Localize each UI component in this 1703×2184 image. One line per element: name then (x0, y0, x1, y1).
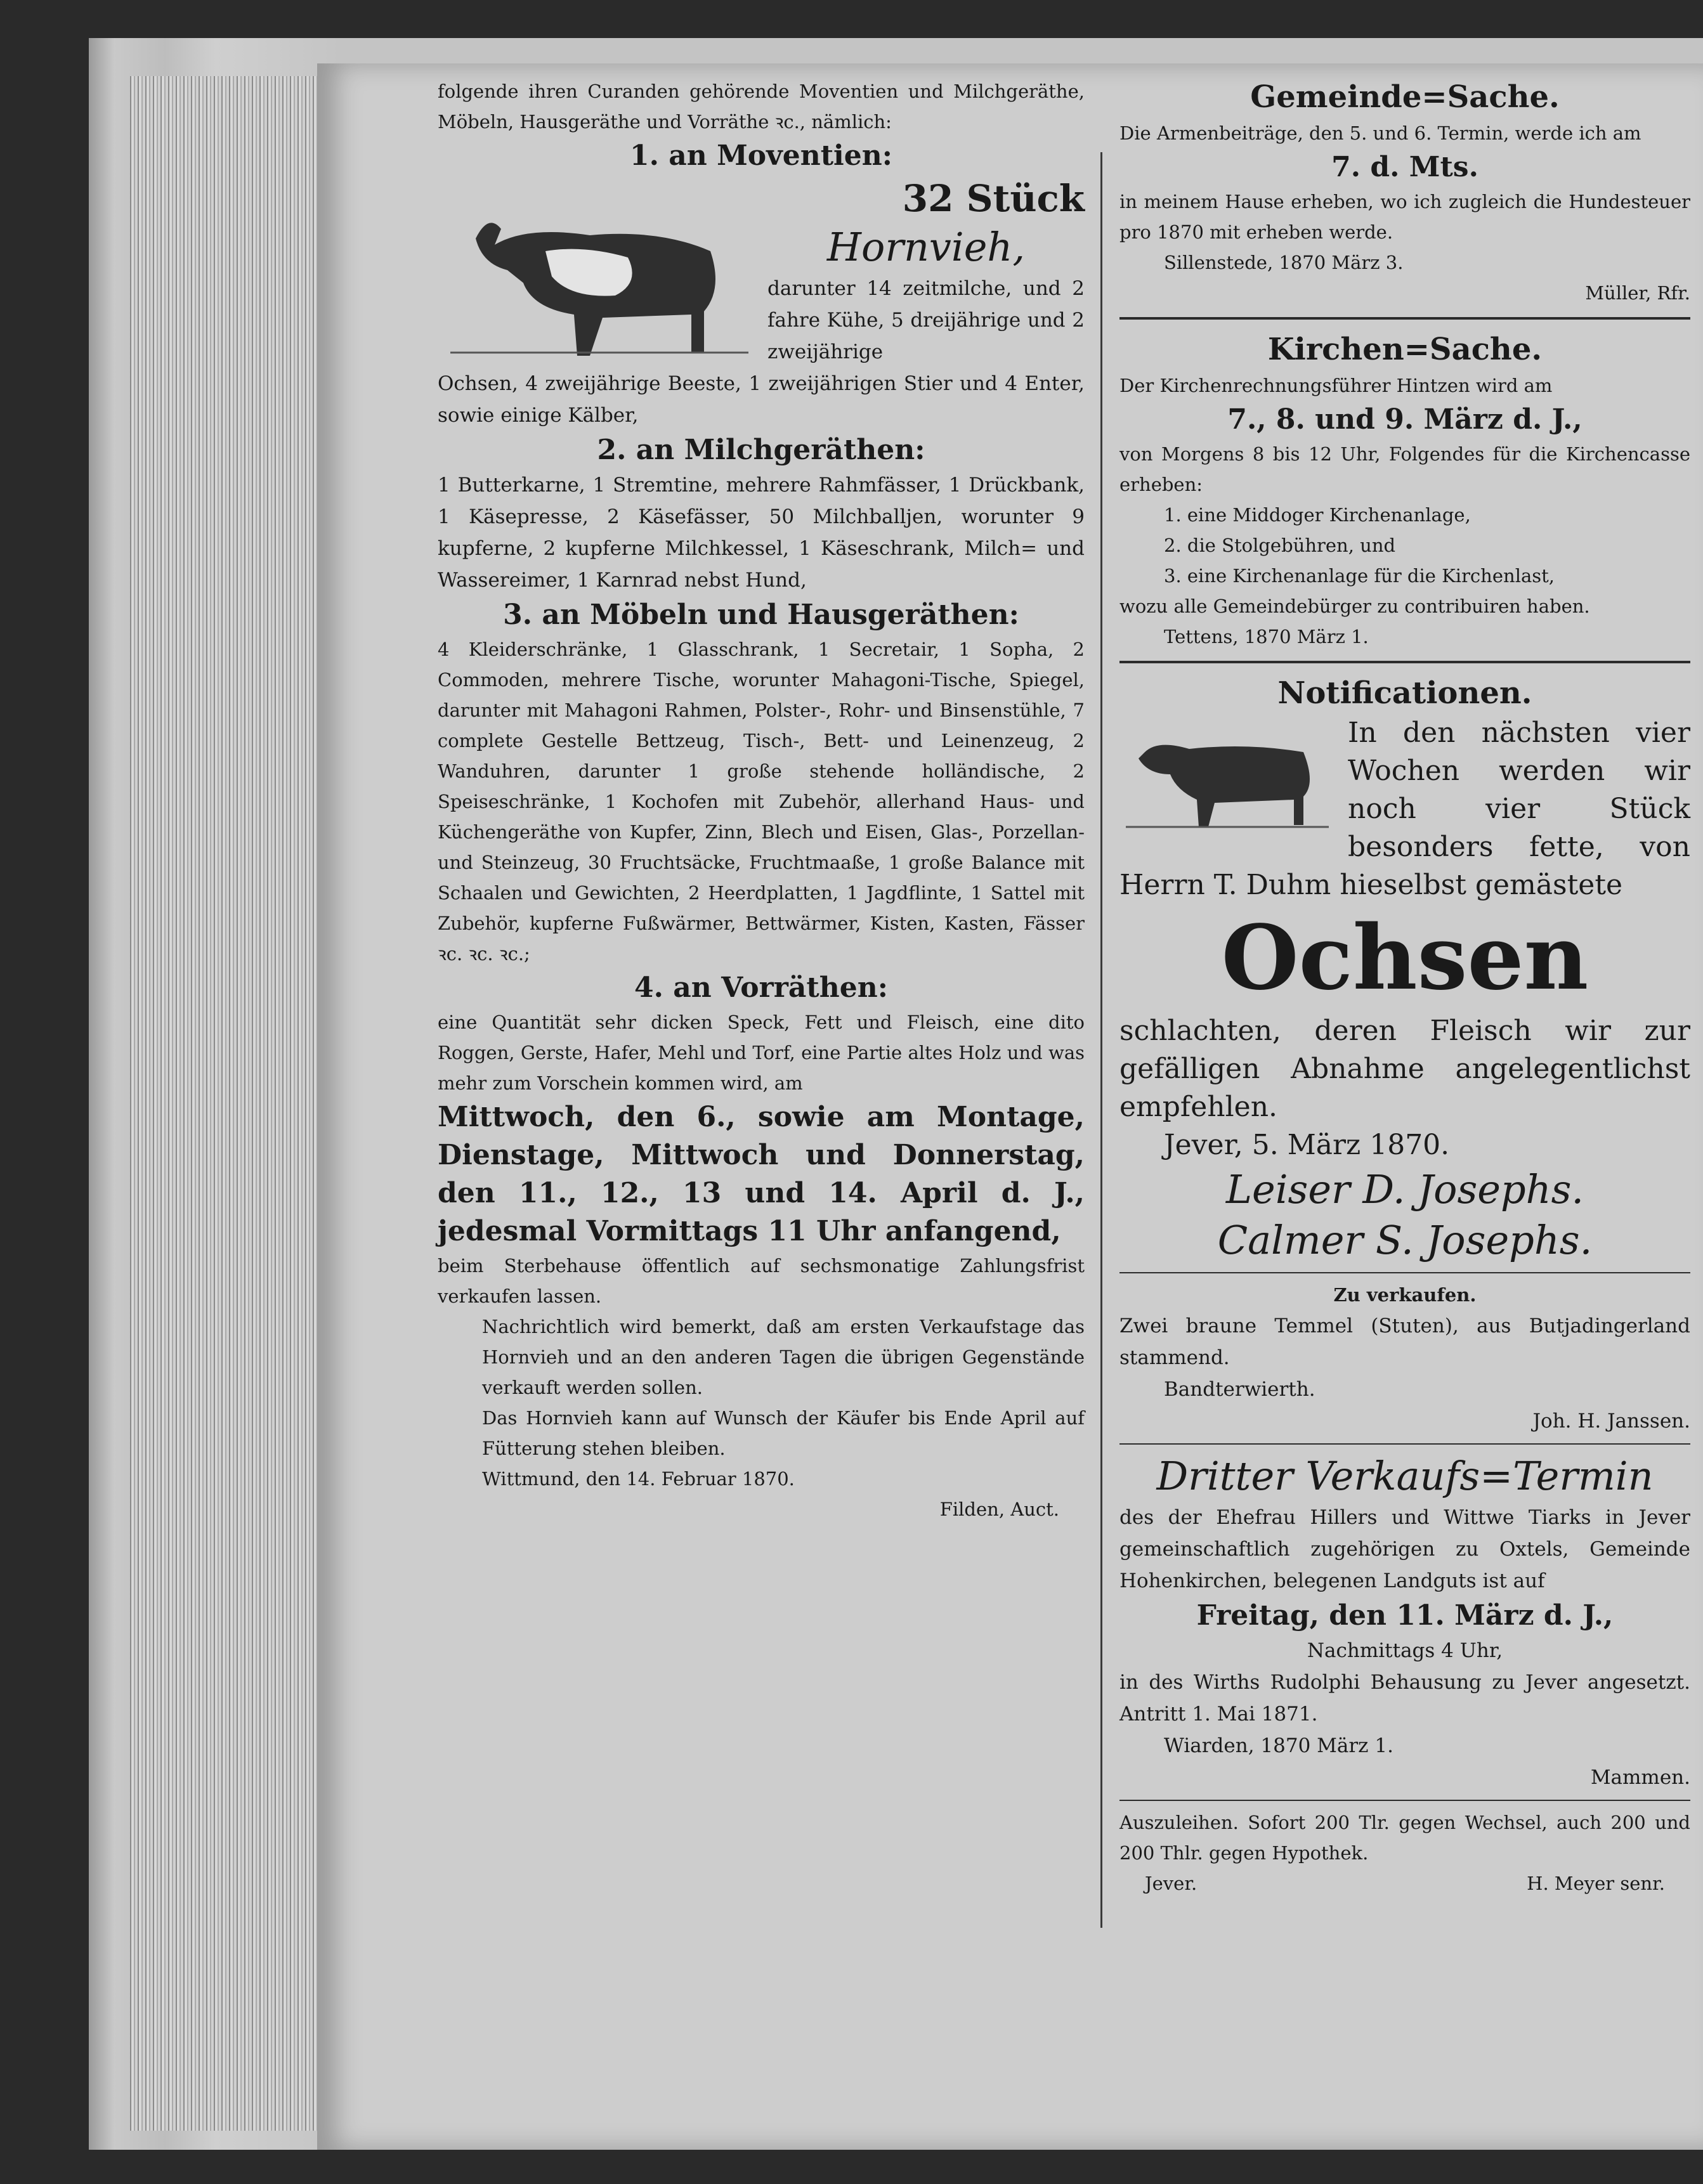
cow-woodcut-left (438, 175, 755, 368)
kirchen-item: 3. eine Kirchenanlage für die Kirchenlast, (1164, 565, 1555, 587)
kirchen-item: 1. eine Middoger Kirchenanlage, (1164, 504, 1471, 526)
place-date-left: Wittmund, den 14. Februar 1870. (482, 1468, 795, 1490)
left-column (438, 76, 1085, 1524)
vorraethe-list: eine Quantität sehr dicken Speck, Fett und Fleisch, eine dito Roggen, Gerste, Hafer, Mehl und Torf, eine Partie altes Holz und was mehr zum Vorschein kommen wird, am (438, 1011, 1085, 1094)
notif-text-a: In den nächsten vier Wochen werden wir noch vier Stück besonders fette, von Herrn T. Duhm hieselbst gemästete (1119, 717, 1690, 901)
verk-heading: Zu verkaufen. (1333, 1284, 1477, 1306)
heading-milchgeraethe: 2. an Milchgeräthen: (597, 434, 925, 466)
moebel-list: 4 Kleiderschränke, 1 Glasschrank, 1 Secretair, 1 Sopha, 2 Commoden, mehrere Tische, worunter Mahagoni-Tische, Spiegel, darunter mit Mahagoni Rahmen, Polster-, Rohr- und Binsenstühle, 7 complete Gestelle Bettzeug, Tisch-, Bett- und Leinenzeug, 2 Wanduhren, darunter 1 große stehende holländische, 2 Speiseschränke, 1 Kochofen mit Zubehör, allerhand Haus- und Küchengeräthe von Kupfer, Zinn, Blech und Eisen, Glas-, Porzellan- und Steinzeug, 30 Fruchtsäcke, Fruchtmaaße, 1 große Balance mit Schaalen und Gewichten, 2 Heerdplatten, 1 Jagdflinte, 1 Sattel mit Zubehör, kupferne Fußwärmer, Bettwärmer, Kisten, Kasten, Fässer ꝛc. ꝛc. ꝛc.; (438, 639, 1085, 965)
sale-dates: Mittwoch, den 6., sowie am Montage, Dienstage, Mittwoch und Donnerstag, den 11., 12., 13 und 14. April d. J., jedesmal Vormittags 11 Uhr anfangend, (438, 1101, 1085, 1247)
notif-text-b: schlachten, deren Fleisch wir zur gefälligen Abnahme angelegentlichst empfehlen. (1119, 1015, 1690, 1123)
dritter-heading: Dritter Verkaufs=Termin (1156, 1453, 1654, 1499)
verk-text: Zwei braune Temmel (Stuten), aus Butjadingerland stammend. (1119, 1315, 1690, 1369)
kirchen-text3: wozu alle Gemeindebürger zu contribuiren haben. (1119, 595, 1590, 617)
section-rule (1119, 317, 1690, 320)
section-rule (1119, 1800, 1690, 1801)
gemeinde-heading: Gemeinde=Sache. (1250, 79, 1560, 115)
notif-place: Jever, 5. März 1870. (1164, 1129, 1450, 1161)
auszuleihen-place: Jever. (1145, 1873, 1197, 1894)
kirchen-heading: Kirchen=Sache. (1267, 332, 1543, 367)
notif-signature-1: Leiser D. Josephs. (1225, 1166, 1584, 1212)
ochsen-title: Ochsen (1221, 906, 1589, 1010)
hornvieh-note: Das Hornvieh kann auf Wunsch der Käufer bis Ende April auf Fütterung stehen bleiben. (482, 1407, 1085, 1459)
stueck-count: 32 Stück (902, 177, 1085, 220)
milch-list: 1 Butterkarne, 1 Stremtine, mehrere Rahmfässer, 1 Drückbank, 1 Käsepresse, 2 Käsefässer, 50 Milchballjen, worunter 9 kupferne, 2 kupferne Milchkessel, 1 Käseschrank, Milch= und Wassereimer, 1 Karnrad nebst Hund, (438, 474, 1085, 592)
auszuleihen-footer (1119, 1868, 1690, 1899)
notif-heading: Notificationen. (1277, 675, 1532, 711)
section-rule (1119, 1443, 1690, 1445)
dritter-text2: in des Wirths Rudolphi Behausung zu Jever angesetzt. Antritt 1. Mai 1871. (1119, 1671, 1690, 1726)
dritter-place: Wiarden, 1870 März 1. (1164, 1734, 1393, 1757)
moventien-list-b: Ochsen, 4 zweijährige Beeste, 1 zweijährigen Stier und 4 Enter, sowie einige Kälber, (438, 372, 1085, 427)
gemeinde-text2: in meinem Hause erheben, wo ich zugleich die Hundesteuer pro 1870 mit erheben werde. (1119, 191, 1690, 243)
section-rule (1119, 661, 1690, 663)
kirchen-dates: 7., 8. und 9. März d. J., (1227, 403, 1582, 436)
verk-place: Bandterwierth. (1164, 1378, 1315, 1401)
auszuleihen-signature: H. Meyer senr. (1527, 1873, 1665, 1894)
page-stack-edge (130, 76, 333, 2131)
signature-left: Filden, Auct. (939, 1498, 1059, 1520)
dritter-time: Nachmittags 4 Uhr, (1307, 1639, 1503, 1662)
dritter-signature: Mammen. (1590, 1766, 1690, 1789)
auszuleihen-text: Auszuleihen. Sofort 200 Tlr. gegen Wechsel, auch 200 und 200 Thlr. gegen Hypothek. (1119, 1812, 1690, 1864)
cow-woodcut-right (1119, 714, 1335, 837)
dritter-text: des der Ehefrau Hillers und Wittwe Tiarks in Jever gemeinschaftlich zugehörigen zu Oxtels, Gemeinde Hohenkirchen, belegenen Landguts ist auf (1119, 1506, 1690, 1592)
heading-moventien: 1. an Moventien: (630, 140, 892, 172)
sale-note: Nachrichtlich wird bemerkt, daß am ersten Verkaufstage das Hornvieh und an den anderen Tagen die übrigen Gegenstände verkauft werden sollen. (482, 1316, 1085, 1398)
cow-illustration (438, 175, 755, 365)
sale-terms: beim Sterbehause öffentlich auf sechsmonatige Zahlungsfrist verkaufen lassen. (438, 1255, 1085, 1307)
ox-illustration (1119, 714, 1335, 835)
column-divider (1100, 152, 1102, 1928)
hornvieh-title: Hornvieh, (826, 224, 1026, 270)
gemeinde-text: Die Armenbeiträge, den 5. und 6. Termin, werde ich am (1119, 122, 1641, 144)
kirchen-text: Der Kirchenrechnungsführer Hintzen wird am (1119, 375, 1553, 396)
gemeinde-signature: Müller, Rfr. (1585, 282, 1690, 304)
kirchen-place: Tettens, 1870 März 1. (1164, 626, 1369, 647)
gemeinde-date: 7. d. Mts. (1331, 151, 1478, 183)
moventien-list-a: darunter 14 zeitmilche, und 2 fahre Kühe, 5 dreijährige und 2 zweijährige (767, 277, 1085, 363)
verk-signature: Joh. H. Janssen. (1532, 1410, 1690, 1433)
dritter-date: Freitag, den 11. März d. J., (1196, 1599, 1614, 1632)
intro-text: folgende ihren Curanden gehörende Moventien und Milchgeräthe, Möbeln, Hausgeräthe und Vorräthe ꝛc., nämlich: (438, 81, 1085, 133)
right-column (1119, 76, 1690, 1899)
kirchen-text2: von Morgens 8 bis 12 Uhr, Folgendes für die Kirchencasse erheben: (1119, 443, 1690, 495)
section-rule (1119, 1272, 1690, 1273)
gemeinde-place: Sillenstede, 1870 März 3. (1164, 252, 1404, 273)
heading-vorraethe: 4. an Vorräthen: (634, 972, 888, 1004)
heading-moebel: 3. an Möbeln und Hausgeräthen: (503, 599, 1019, 631)
kirchen-item: 2. die Stolgebühren, und (1164, 535, 1396, 556)
notif-signature-2: Calmer S. Josephs. (1217, 1217, 1593, 1263)
